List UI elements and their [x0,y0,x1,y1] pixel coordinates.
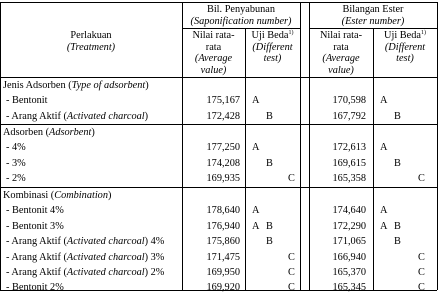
saponification-test-letter: C [288,282,295,294]
saponification-value: 174,208 [206,157,240,169]
header-saponification [182,4,300,27]
row-label-text: - Arang Aktif ( [6,267,67,278]
header-ester-english: (Ester number) [341,15,405,27]
row-label-text: - 4% [6,142,26,154]
ester-test-letter: A [380,95,388,107]
saponification-test-letter: B [266,110,273,122]
saponification-value: 172,428 [206,110,240,122]
saponification-value: 176,940 [206,220,240,232]
section-title [3,190,111,202]
row-label-english: Activated charcoal [66,267,145,278]
table-top-rule [0,2,437,3]
header-ester [309,4,437,27]
col-divider-sap-inner [245,28,246,290]
ester-value: 165,370 [332,267,366,278]
row-label-english: Activated charcoal [66,110,145,122]
header-treatment-english: (Treatment) [66,41,116,53]
row-label-english: Activated charcoal [66,251,145,263]
saponification-test-letter: C [288,173,295,185]
section-title-english: Combination [54,190,108,201]
row-label [6,173,26,185]
row-label [6,252,164,264]
row-label [6,111,148,123]
row-label-text: - Bentonit 2% [6,282,64,294]
row-label-english: Activated charcoal [66,236,145,248]
ester-value: 166,940 [332,251,366,263]
saponification-test-letter: C [288,267,295,278]
saponification-value: 171,475 [206,251,240,263]
saponification-value: 169,935 [206,173,240,185]
row-label-tail: ) 3% [144,251,165,263]
ester-value: 165,345 [332,282,366,294]
saponification-test-letter: A [252,205,260,217]
section-title-english: Adsorbent [49,127,92,138]
row-label-tail: ) 2% [144,267,165,278]
row-label [6,236,164,248]
row-label-text: - 2% [6,173,26,185]
row-label [6,158,26,170]
row-label-tail: ) [144,110,149,122]
row-label [6,205,64,217]
row-label-text: - Bentonit 4% [6,205,64,217]
saponification-value: 169,950 [206,267,240,278]
ester-value: 165,358 [332,173,366,185]
ester-value: 171,065 [332,236,366,248]
ester-test-letter: A [380,220,388,232]
saponification-test-letter: B [266,220,273,232]
row-label [6,282,64,294]
col-divider-groups-a [300,2,301,290]
row-label-text: - Arang Aktif ( [6,251,67,263]
group-header-rule-saponification [182,28,300,29]
ester-value: 174,640 [332,205,366,217]
section-title-close: ) [91,127,95,138]
section-title [3,80,149,92]
subheader-est-average: Nilai rata- rata (Average value) [319,30,363,76]
ester-value: 169,615 [332,157,366,169]
saponification-value: 175,860 [206,236,240,248]
ester-test-letter: A [380,142,388,154]
saponification-value: 178,640 [206,205,240,217]
row-label-text: - Bentonit 3% [6,220,64,232]
saponification-test-letter: B [266,236,273,248]
saponification-test-letter: A [252,95,260,107]
ester-test-letter: B [394,220,401,232]
ester-test-letter: B [394,110,401,122]
section-rule-2 [0,187,437,188]
section-title-close: ) [145,80,149,91]
saponification-test-letter: A [252,142,260,154]
saponification-test-letter: A [252,220,260,232]
header-treatment-label: Perlakuan [70,30,112,41]
saponification-test-letter: C [288,251,295,263]
section-title-text: Jenis Adsorben ( [3,80,72,91]
ester-test-letter: A [380,205,388,217]
row-label-text: - Arang Aktif ( [6,236,67,248]
section-title-text: Adsorben ( [3,127,50,138]
ester-value: 172,290 [332,220,366,232]
ester-test-letter: C [418,282,425,294]
col-divider-est-inner [373,28,374,290]
row-label-text: - Bentonit [6,95,48,107]
section-title-text: Kombinasi ( [3,190,55,201]
ester-test-letter: C [418,173,425,185]
row-label [6,221,64,233]
ester-value: 167,792 [332,110,366,122]
ester-test-letter: B [394,236,401,248]
section-title-close: ) [107,190,112,201]
subheader-est-test: Uji Beda$^{1)}$ (Different test) [384,30,426,64]
saponification-value: 175,167 [206,95,240,107]
subheader-sap-average: Nilai rata- rata (Average value) [192,30,235,76]
ester-test-letter: B [394,157,401,169]
row-label [6,95,47,107]
row-label-text: - Arang Aktif ( [6,110,67,122]
ester-value: 172,613 [332,142,366,154]
ester-value: 170,598 [332,95,366,107]
row-label [6,142,26,154]
ester-test-letter: C [418,267,425,278]
saponification-test-letter: B [266,157,273,169]
header-saponification-english: (Saponification number) [190,15,292,27]
section-rule-1 [0,124,437,125]
header-saponification-label: Bil. Penyabunan [206,4,276,15]
saponification-value: 177,250 [206,142,240,154]
header-treatment [0,30,182,53]
header-bottom-rule [0,77,437,78]
subheader-sap-test: Uji Beda$^{1)}$ (Different test) [251,30,294,64]
section-title [3,127,95,139]
saponification-value: 169,920 [206,282,240,294]
ester-test-letter: C [418,251,425,263]
row-label-tail: ) 4% [144,236,165,248]
row-label-text: - 3% [6,157,26,169]
row-label [6,267,164,279]
section-title-english: Type of adsorbent [71,80,146,91]
header-ester-label: Bilangan Ester [342,4,404,15]
